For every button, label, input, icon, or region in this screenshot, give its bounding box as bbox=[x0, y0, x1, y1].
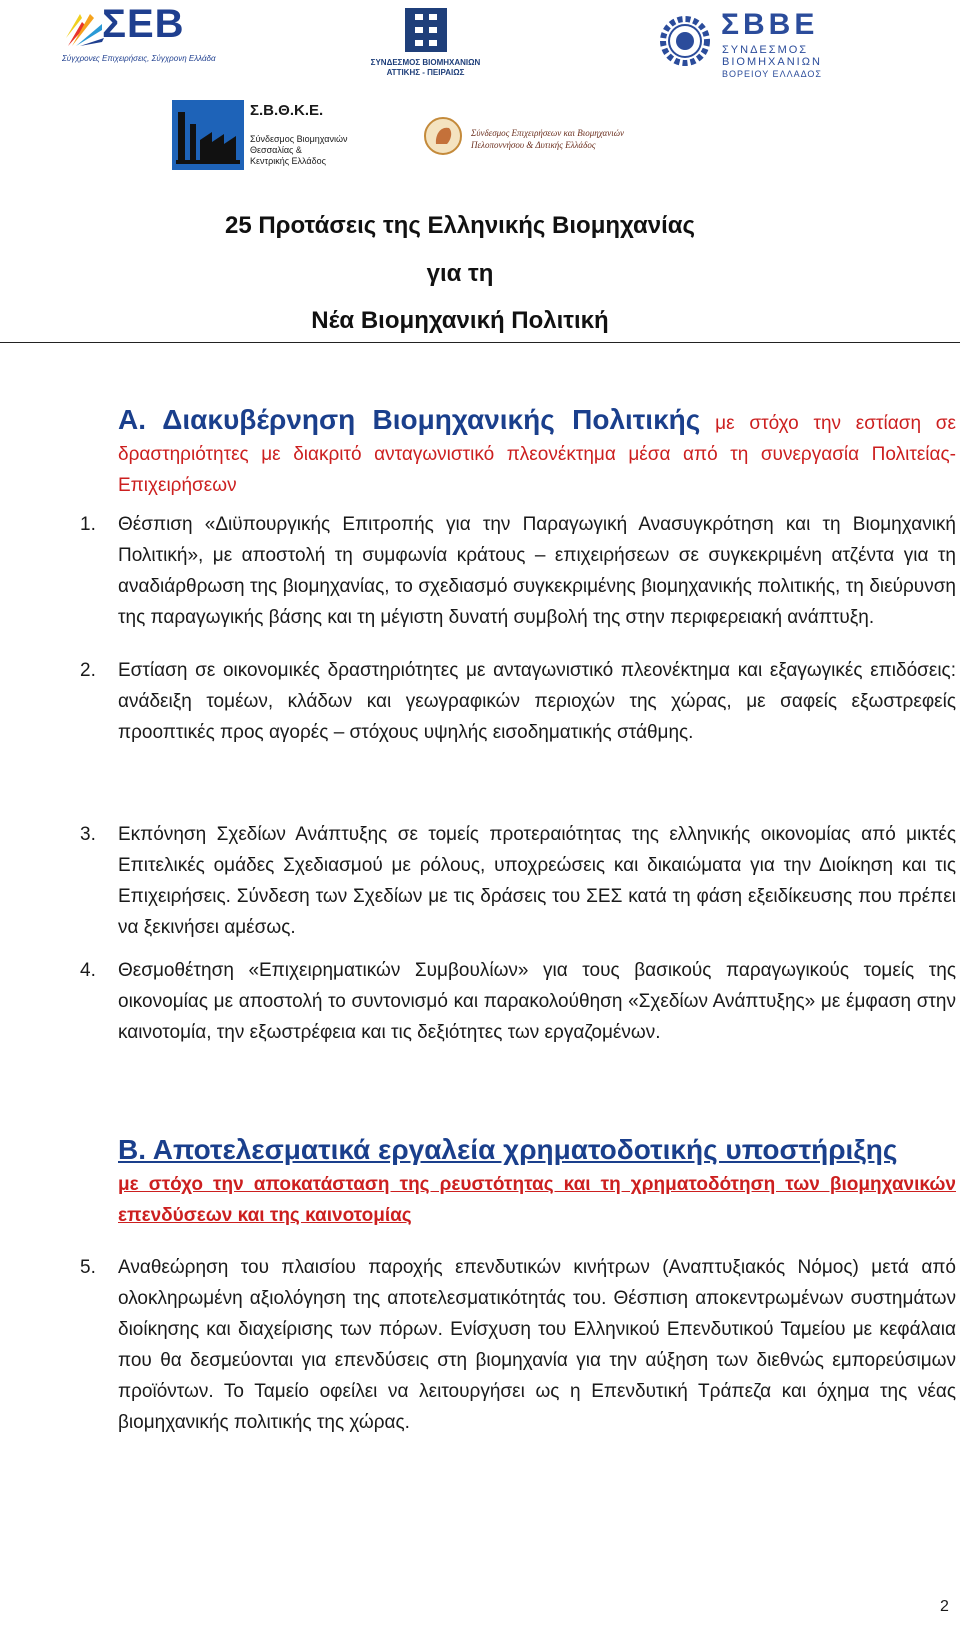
section-a-heading: Α. Διακυβέρνηση Βιομηχανικής Πολιτικής bbox=[118, 404, 701, 435]
sbthke-line1: Σύνδεσμος Βιομηχανιών bbox=[250, 134, 348, 144]
sbthke-logo bbox=[172, 100, 352, 172]
sbthke-line3: Κεντρικής Ελλάδος bbox=[250, 156, 326, 166]
sbap-line1: ΣΥΝΔΕΣΜΟΣ ΒΙΟΜΗΧΑΝΙΩΝ bbox=[370, 58, 481, 67]
doc-title-line1: 25 Προτάσεις της Ελληνικής Βιομηχανίας bbox=[224, 212, 695, 239]
coin-head-icon bbox=[423, 116, 463, 156]
sbthke-line2: Θεσσαλίας & bbox=[250, 145, 302, 155]
section-b-header bbox=[118, 1134, 956, 1231]
sbbe-line3: ΒΟΡΕΙΟΥ ΕΛΛΑΔΟΣ bbox=[722, 69, 822, 79]
section-b-heading: Β. Αποτελεσματικά εργαλεία χρηματοδοτικής υποστήριξης bbox=[118, 1134, 898, 1165]
factory-icon bbox=[172, 100, 244, 170]
sbap-emblem bbox=[405, 8, 447, 52]
proposal-number: 4. bbox=[80, 960, 96, 981]
proposal-number: 3. bbox=[80, 824, 96, 845]
sbbe-name: ΣΒΒΕ bbox=[721, 8, 819, 41]
sbbe-line2: ΒΙΟΜΗΧΑΝΙΩΝ bbox=[722, 56, 822, 68]
sbap-line2: ΑΤΤΙΚΗΣ - ΠΕΙΡΑΙΩΣ bbox=[386, 68, 465, 77]
gear-icon bbox=[658, 14, 712, 68]
title-divider bbox=[0, 342, 960, 343]
seb-tagline: Σύγχρονες Επιχειρήσεις, Σύγχρονη Ελλάδα bbox=[62, 54, 216, 63]
section-b-subheading: με στόχο την αποκατάσταση της ρευστότητας και τη χρηματοδότηση των βιομηχανικών επενδύσεων και της καινοτομίας bbox=[118, 1174, 956, 1226]
seb-name: ΣΕΒ bbox=[102, 2, 185, 46]
pelop-line1: Σύνδεσμος Επιχειρήσεων και Βιομηχανιών bbox=[471, 128, 624, 138]
proposal-text: Θέσπιση «Διϋπουργικής Επιτροπής για την Παραγωγική Ανασυγκρότηση και τη Βιομηχανική Πολιτική», με αποστολή τη συμφωνία κράτους – επιχειρήσεων σε συγκεκριμένη ατζέντα για τη αναδιάρθρωση της βιομηχανίας, το σχεδιασμό συγκεκριμένης βιομηχανικής πολιτικής, τη διεύρυνση της παραγωγικής βάσης και τη μέγιστη δυνατή συμβολή της στην περιφερειακή ανάπτυξη. bbox=[118, 514, 956, 628]
proposal-text: Θεσμοθέτηση «Επιχειρηματικών Συμβουλίων» για τους βασικούς παραγωγικούς τομείς της οικονομίας με αποστολή το συντονισμό και παρακολούθηση «Σχεδίων Ανάπτυξης» με έμφαση στην καινοτομία, την εξωστρέφεια και τις δεξιότητες των εργαζομένων. bbox=[118, 960, 956, 1043]
seb-logo bbox=[62, 2, 216, 63]
proposal-number: 1. bbox=[80, 514, 96, 535]
sbbe-logo bbox=[658, 8, 828, 79]
proposal-number: 2. bbox=[80, 660, 96, 681]
page-number: 2 bbox=[940, 1598, 949, 1615]
pelop-logo bbox=[423, 116, 663, 160]
pelop-line2: Πελοποννήσου & Δυτικής Ελλάδος bbox=[471, 140, 596, 150]
section-a-header bbox=[118, 404, 956, 501]
sbthke-abbr: Σ.Β.Θ.Κ.Ε. bbox=[250, 102, 324, 119]
sbap-mark-icon bbox=[405, 8, 447, 52]
doc-title-line2: για τη bbox=[426, 260, 494, 287]
sbap-logo bbox=[368, 8, 483, 78]
proposal-number: 5. bbox=[80, 1257, 96, 1278]
seb-burst-icon bbox=[62, 8, 106, 48]
proposal-text: Αναθεώρηση του πλαισίου παροχής επενδυτικών κινήτρων (Αναπτυξιακός Νόμος) μετά από ολοκληρωμένη αξιολόγηση της αποτελεσματικότητάς του. Θέσπιση αποκεντρωμένων συστημάτων διοίκησης και διαχείρισης των πόρων. Ενίσχυση του Ελληνικού Επενδυτικού Ταμείου με κεφάλαια που θα δεσμεύονται για επενδύσεις στη βιομηχανία για την αύξηση των διεθνώς εμπορεύσιμων προϊόντων. Το Ταμείο οφείλει να λειτουργήσει ως η Επενδυτική Τράπεζα και όχημα της νέας βιομηχανικής πολιτικής της χώρας. bbox=[118, 1257, 956, 1433]
sbbe-line1: ΣΥΝΔΕΣΜΟΣ bbox=[722, 44, 809, 56]
doc-title-line3: Νέα Βιομηχανική Πολιτική bbox=[311, 307, 609, 334]
proposal-text: Εκπόνηση Σχεδίων Ανάπτυξης σε τομείς προτεραιότητας της ελληνικής οικονομίας από μικτές Επιτελικές ομάδες Σχεδιασμού με ρόλους, υποχρεώσεις και δικαιώματα για την Διοίκηση και τις Επιχειρήσεις. Σύνδεση των Σχεδίων με τις δράσεις του ΣΕΣ κατά τη φάση εξειδίκευσης που πρέπει να ξεκινήσει αμέσως. bbox=[118, 824, 956, 938]
proposal-text: Εστίαση σε οικονομικές δραστηριότητες με ανταγωνιστικό πλεονέκτημα και εξαγωγικές επιδόσεις: ανάδειξη τομέων, κλάδων και γεωγραφικών περιοχών της χώρας, με σαφείς εξωστρεφείς προοπτικές προς αγορές – στόχους υψηλής εισοδηματικής στάθμης. bbox=[118, 660, 956, 743]
section-a-subheading: με στόχο την εστίαση σε δραστηριότητες με διακριτό ανταγωνιστικό πλεονέκτημα μέσα από τη συνεργασία Πολιτείας-Επιχειρήσεων bbox=[118, 413, 956, 496]
